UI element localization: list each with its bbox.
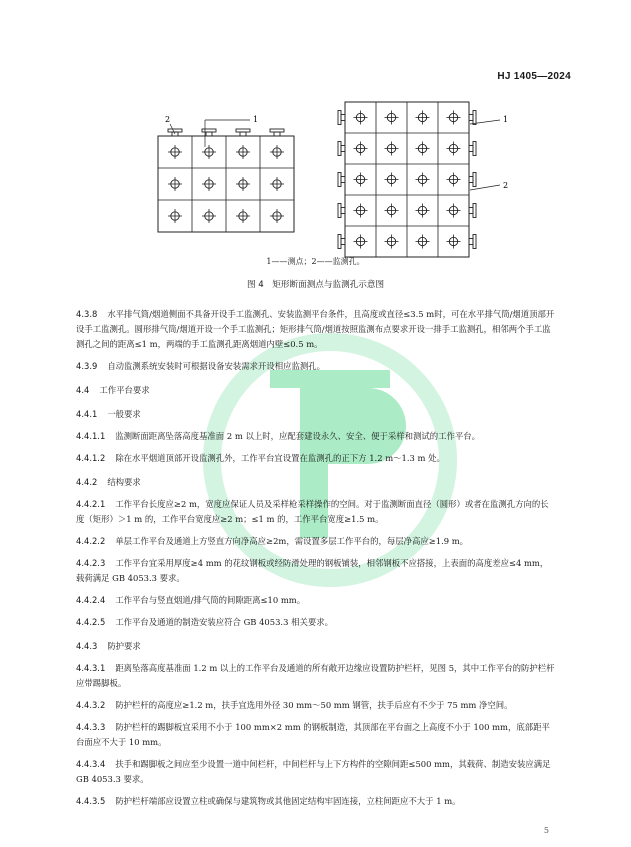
clause-number: 4.4.2.1 xyxy=(76,499,106,509)
clause-number: 4.4.2.3 xyxy=(76,558,106,568)
clause-text: 防护栏杆的踢脚板宜采用不小于 100 mm×2 mm 的钢板制造，其顶部在平台面之上高度不小于 100 mm，底部距平台面应不大于 10 mm。 xyxy=(76,722,550,747)
body-text xyxy=(76,300,556,809)
monitoring-port xyxy=(338,111,341,125)
monitoring-port xyxy=(469,177,473,183)
clause-paragraph xyxy=(76,556,556,586)
left-section-diagram xyxy=(158,129,294,232)
monitoring-port xyxy=(473,235,476,249)
monitoring-port xyxy=(274,132,280,136)
monitoring-port xyxy=(473,111,476,125)
monitoring-port xyxy=(341,177,345,183)
standard-code: HJ 1405—2024 xyxy=(497,71,571,82)
clause-number: 4.3.8 xyxy=(76,309,98,319)
clause-paragraph xyxy=(76,593,556,608)
clause-paragraph xyxy=(76,429,556,444)
monitoring-port xyxy=(338,204,341,218)
monitoring-port xyxy=(341,146,345,152)
clause-text: 工作平台与竖直烟道/排气筒的间隙距离≤10 mm。 xyxy=(115,595,306,605)
clause-number: 4.4.1 xyxy=(76,409,98,419)
label-1-right: 1 xyxy=(503,115,509,124)
clause-number: 4.3.9 xyxy=(76,361,98,371)
label-1-left: 1 xyxy=(253,115,259,124)
clause-number: 4.4.1.2 xyxy=(76,453,106,463)
section-heading xyxy=(76,639,556,654)
monitoring-port xyxy=(469,146,473,152)
clause-text: 自动监测系统安装时可根据设备安装需求开设相应监测孔。 xyxy=(107,361,326,371)
clause-number: 4.4.1.1 xyxy=(76,431,106,441)
clause-number: 4.4.3.1 xyxy=(76,663,106,673)
monitoring-port xyxy=(473,173,476,187)
clause-number: 4.4.3.2 xyxy=(76,700,106,710)
clause-text: 工作平台及通道的制造安装应符合 GB 4053.3 相关要求。 xyxy=(115,617,333,627)
figure-rectangular-section xyxy=(0,95,631,270)
section-heading xyxy=(76,383,556,398)
clause-paragraph xyxy=(76,307,556,352)
clause-number: 4.4.2 xyxy=(76,477,98,487)
clause-text: 结构要求 xyxy=(107,477,141,487)
monitoring-port xyxy=(206,132,212,136)
clause-text: 工作平台要求 xyxy=(99,385,150,395)
clause-paragraph xyxy=(76,661,556,691)
monitoring-port xyxy=(338,235,341,249)
page-number: 5 xyxy=(543,826,549,835)
figure-legend: 1——测点；2——监测孔。 xyxy=(266,257,365,266)
clause-paragraph xyxy=(76,757,556,787)
clause-paragraph xyxy=(76,698,556,713)
clause-number: 4.4 xyxy=(76,385,90,395)
label-2-right: 2 xyxy=(503,181,509,190)
clause-text: 防护栏杆端部应设置立柱或确保与建筑物或其他固定结构牢固连接，立柱间距应不大于 1 m。 xyxy=(115,796,461,806)
monitoring-port xyxy=(473,204,476,218)
clause-paragraph xyxy=(76,451,556,466)
monitoring-port xyxy=(473,142,476,156)
clause-paragraph xyxy=(76,720,556,750)
clause-number: 4.4.3 xyxy=(76,641,98,651)
clause-text: 扶手和踢脚板之间应至少设置一道中间栏杆，中间栏杆与上下方构件的空隙间距≤500 mm，其载荷、制造安装应满足 GB 4053.3 要求。 xyxy=(76,759,551,784)
monitoring-port xyxy=(341,115,345,121)
monitoring-port xyxy=(341,208,345,214)
section-heading xyxy=(76,475,556,490)
clause-text: 一般要求 xyxy=(107,409,141,419)
clause-number: 4.4.2.2 xyxy=(76,536,106,546)
monitoring-port xyxy=(240,132,246,136)
clause-text: 监测断面距离坠落高度基准面 2 m 以上时，应配套建设永久、安全、便于采样和测试的工作平台。 xyxy=(115,431,480,441)
clause-text: 单层工作平台及通道上方竖直方向净高应≥2m，需设置多层工作平台的，每层净高应≥1.9 m。 xyxy=(115,536,469,546)
clause-number: 4.4.3.4 xyxy=(76,759,106,769)
clause-text: 工作平台长度应≥2 m，宽度应保证人员及采样枪采样操作的空间。对于监测断面直径（圆形）或者在监测孔方向的长度（矩形）＞1 m 的，工作平台宽度应≥2 m；≤1 m 的，工作平台宽度≥1.5 m。 xyxy=(76,499,549,524)
label-2-left: 2 xyxy=(165,115,171,124)
monitoring-port xyxy=(338,173,341,187)
clause-paragraph xyxy=(76,615,556,630)
monitoring-port xyxy=(469,208,473,214)
figure-caption: 图 4 矩形断面测点与监测孔示意图 xyxy=(246,280,385,290)
clause-paragraph xyxy=(76,497,556,527)
clause-paragraph xyxy=(76,534,556,549)
clause-text: 除在水平烟道顶部开设监测孔外，工作平台宜设置在监测孔的正下方 1.2 m～1.3 m 处。 xyxy=(115,453,445,463)
monitoring-port xyxy=(469,115,473,121)
clause-text: 距离坠落高度基准面 1.2 m 以上的工作平台及通道的所有敞开边缘应设置防护栏杆，见图 5，其中工作平台的防护栏杆应带踢脚板。 xyxy=(76,663,555,688)
clause-text: 工作平台宜采用厚度≥4 mm 的花纹钢板或经防滑处理的钢板铺装，相邻钢板不应搭接，上表面的高度差应≤4 mm，载荷满足 GB 4053.3 要求。 xyxy=(76,558,549,583)
clause-text: 防护要求 xyxy=(107,641,141,651)
clause-number: 4.4.2.5 xyxy=(76,617,106,627)
section-heading xyxy=(76,407,556,422)
monitoring-port xyxy=(338,142,341,156)
monitoring-port xyxy=(341,239,345,245)
clause-text: 水平排气筒/烟道侧面不具备开设手工监测孔、安装监测平台条件，且高度或直径≤3.5 m时，可在水平排气筒/烟道顶部开设手工监测孔。圆形排气筒/烟道开设一个手工监测孔；矩形排气筒/烟道按照监测布点要求开设一排手工监测孔，相邻两个手工监测孔之间的距离≤1 m，两端的手工监测孔距离烟道内壁≤0.5 m。 xyxy=(76,309,555,349)
clause-paragraph xyxy=(76,359,556,374)
clause-number: 4.4.3.3 xyxy=(76,722,106,732)
clause-number: 4.4.2.4 xyxy=(76,595,106,605)
clause-number: 4.4.3.5 xyxy=(76,796,106,806)
monitoring-port xyxy=(469,239,473,245)
clause-text: 防护栏杆的高度应≥1.2 m，扶手宜选用外径 30 mm～50 mm 钢管，扶手后应有不少于 75 mm 净空间。 xyxy=(115,700,513,710)
clause-paragraph xyxy=(76,794,556,809)
right-section-diagram xyxy=(338,102,476,257)
